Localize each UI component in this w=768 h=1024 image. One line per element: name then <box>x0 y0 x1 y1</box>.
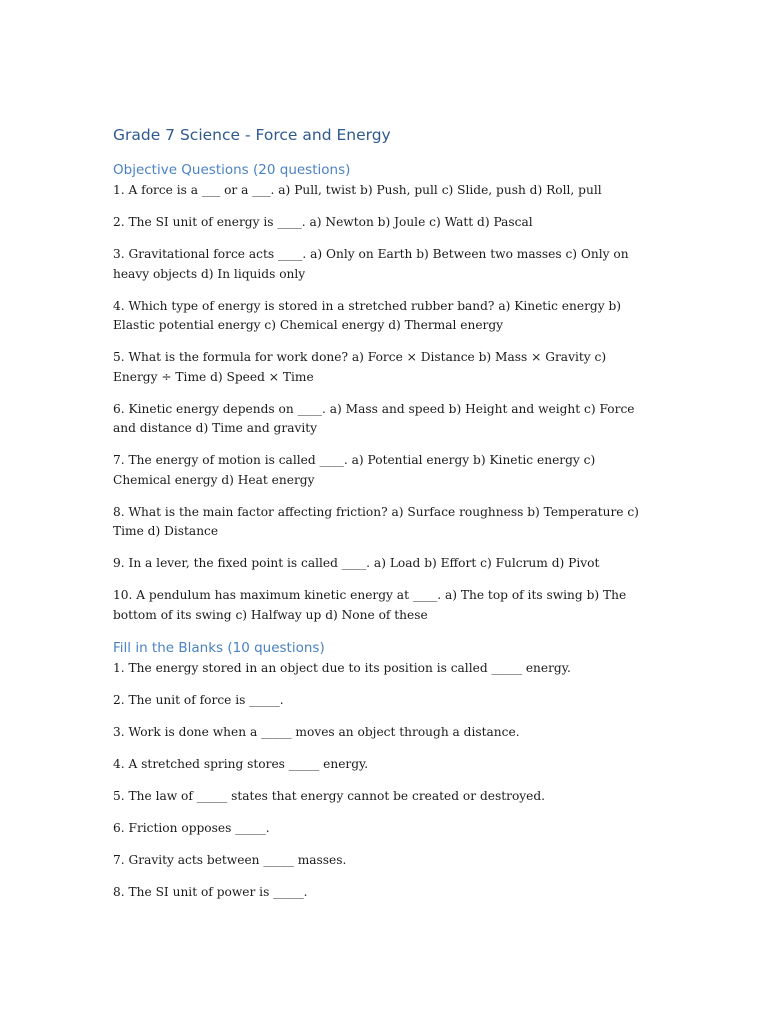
document-page <box>113 124 653 915</box>
question-item: 2. The SI unit of energy is ____. a) Newton b) Joule c) Watt d) Pascal <box>113 215 533 229</box>
blank-item: 2. The unit of force is _____. <box>113 692 284 707</box>
section-heading-fill-blanks: Fill in the Blanks (10 questions) <box>113 639 325 656</box>
question-item: 8. What is the main factor affecting friction? a) Surface roughness b) Temperature c) Time d) Distance <box>113 504 639 538</box>
question-item: 7. The energy of motion is called ____. a) Potential energy b) Kinetic energy c) Chemical energy d) Heat energy <box>113 453 596 487</box>
question-item: 9. In a lever, the fixed point is called ____. a) Load b) Effort c) Fulcrum d) Pivot <box>113 556 600 570</box>
fill-in-the-blanks-section <box>113 638 653 903</box>
blank-item: 4. A stretched spring stores _____ energy. <box>113 756 369 771</box>
objective-questions-section <box>113 160 653 625</box>
blank-item: 7. Gravity acts between _____ masses. <box>113 852 347 867</box>
question-item: 4. Which type of energy is stored in a stretched rubber band? a) Kinetic energy b) Elastic potential energy c) Chemical energy d) Thermal energy <box>113 298 622 332</box>
blank-item: 3. Work is done when a _____ moves an object through a distance. <box>113 724 520 739</box>
question-item: 1. A force is a ___ or a ___. a) Pull, twist b) Push, pull c) Slide, push d) Roll, pull <box>113 183 602 197</box>
question-item: 5. What is the formula for work done? a) Force × Distance b) Mass × Gravity c) Energy ÷ Time d) Speed × Time <box>113 350 607 384</box>
blank-item: 6. Friction opposes _____. <box>113 820 270 835</box>
question-item: 3. Gravitational force acts ____. a) Only on Earth b) Between two masses c) Only on heavy objects d) In liquids only <box>113 247 629 281</box>
section-heading-objective: Objective Questions (20 questions) <box>113 162 351 178</box>
blank-item: 5. The law of _____ states that energy cannot be created or destroyed. <box>113 788 546 803</box>
question-item: 10. A pendulum has maximum kinetic energy at ____. a) The top of its swing b) The bottom of its swing c) Halfway up d) None of these <box>113 588 627 622</box>
blank-item: 8. The SI unit of power is _____. <box>113 884 308 899</box>
blank-item: 1. The energy stored in an object due to its position is called _____ energy. <box>113 660 571 675</box>
document-title: Grade 7 Science - Force and Energy <box>113 126 391 144</box>
question-item: 6. Kinetic energy depends on ____. a) Mass and speed b) Height and weight c) Force and distance d) Time and gravity <box>113 401 635 435</box>
